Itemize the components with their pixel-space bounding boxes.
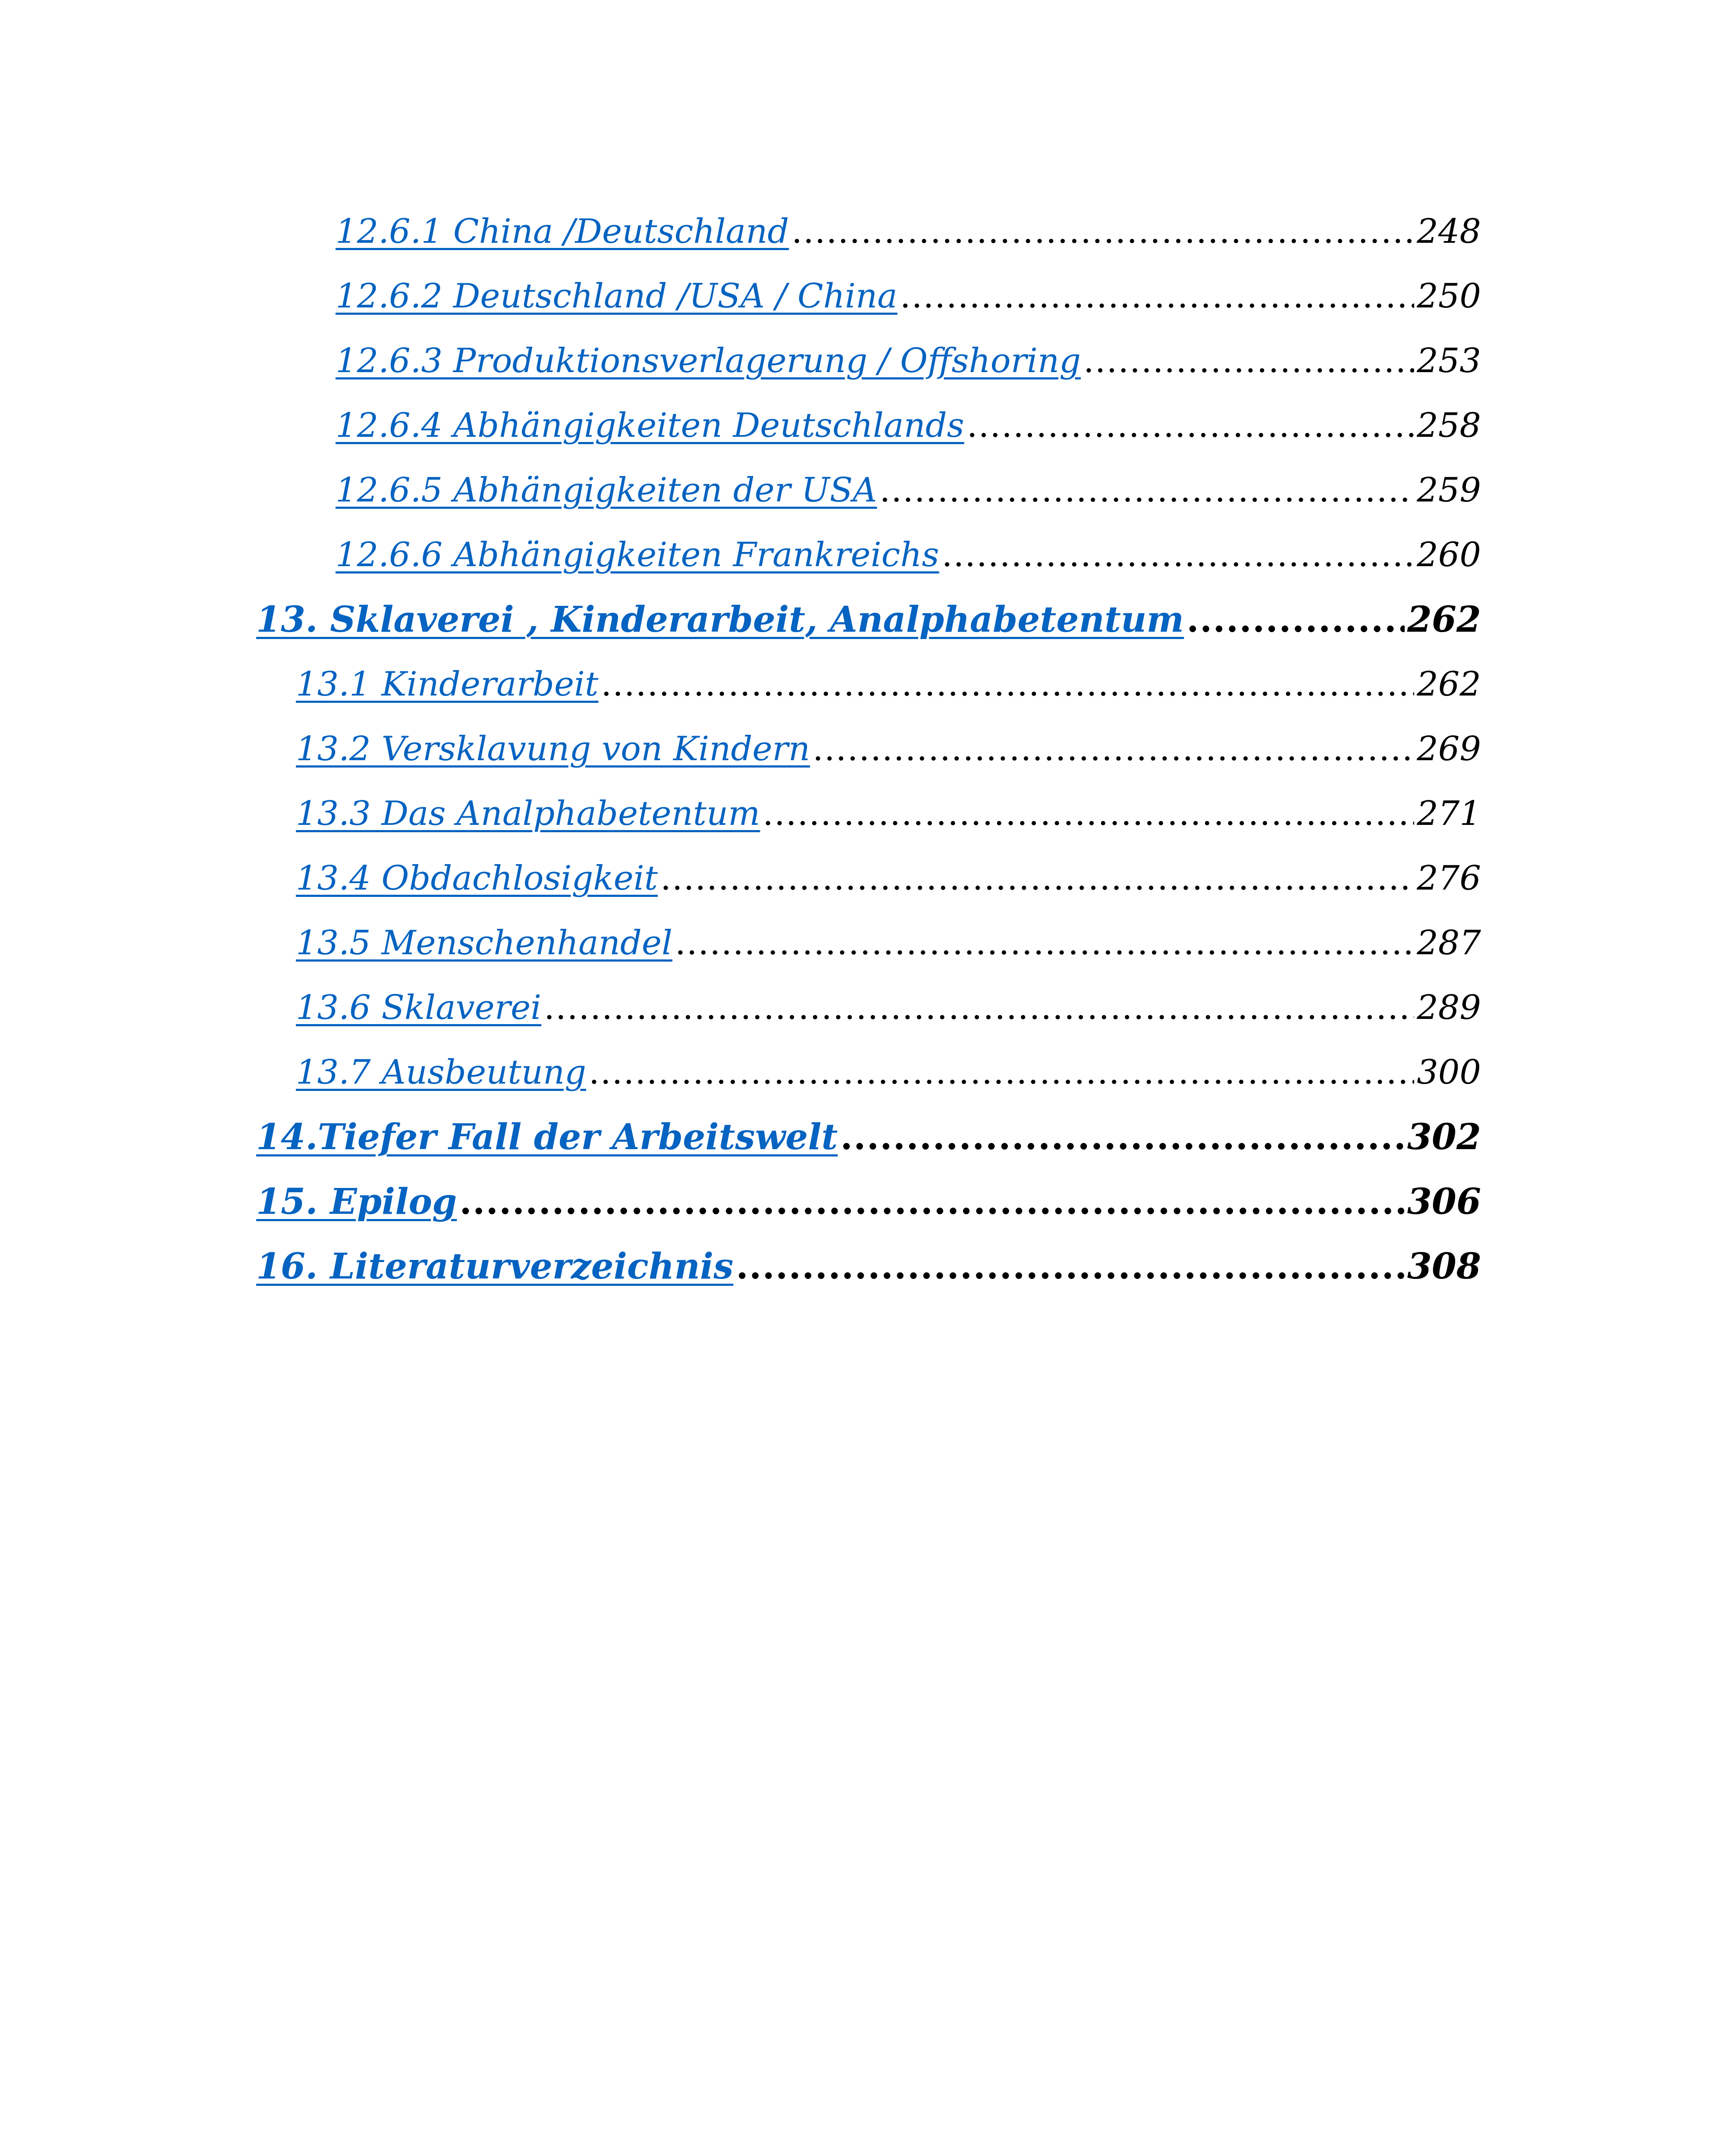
table-of-contents	[256, 199, 1481, 1299]
toc-leader-dots	[942, 523, 1415, 587]
toc-entry	[256, 652, 1481, 717]
toc-leader-dots	[675, 911, 1414, 975]
toc-leader-dots	[880, 458, 1415, 523]
toc-page-number: 259	[1417, 471, 1481, 510]
toc-entry-link[interactable]: 13.2 Versklavung von Kindern	[296, 730, 810, 768]
toc-page-number: 306	[1407, 1181, 1481, 1222]
toc-leader-dots	[840, 1105, 1404, 1169]
toc-leader-dots	[459, 1169, 1404, 1234]
toc-page-number: 262	[1417, 665, 1481, 704]
toc-leader-dots	[791, 199, 1414, 264]
toc-page-number: 258	[1417, 406, 1481, 445]
toc-entry-link[interactable]: 15. Epilog	[256, 1181, 457, 1222]
toc-page-number: 271	[1417, 794, 1481, 833]
toc-page-number: 276	[1417, 859, 1481, 898]
toc-entry	[256, 975, 1481, 1040]
toc-page-number: 250	[1417, 277, 1481, 316]
toc-leader-dots	[544, 975, 1414, 1040]
toc-entry	[256, 911, 1481, 975]
toc-leader-dots	[589, 1040, 1414, 1105]
toc-entry	[256, 199, 1481, 264]
toc-page-number: 300	[1417, 1053, 1481, 1092]
toc-chapter-entry	[256, 1169, 1481, 1234]
toc-entry-link[interactable]: 13. Sklaverei , Kinderarbeit, Analphabetentum	[256, 599, 1184, 640]
toc-entry-link[interactable]: 12.6.2 Deutschland /USA / China	[336, 277, 897, 316]
toc-page-number: 262	[1407, 599, 1481, 640]
toc-page-number: 287	[1417, 924, 1481, 962]
toc-leader-dots	[900, 264, 1414, 329]
toc-entry-link[interactable]: 12.6.3 Produktionsverlagerung / Offshoring	[336, 342, 1081, 380]
toc-entry-link[interactable]: 12.6.5 Abhängigkeiten der USA	[336, 471, 877, 510]
toc-entry	[256, 264, 1481, 329]
toc-leader-dots	[1083, 329, 1414, 393]
toc-chapter-entry	[256, 1105, 1481, 1169]
toc-leader-dots	[736, 1234, 1404, 1299]
toc-leader-dots	[967, 393, 1414, 458]
toc-entry-link[interactable]: 13.3 Das Analphabetentum	[296, 794, 760, 833]
toc-entry	[256, 781, 1481, 846]
toc-entry-link[interactable]: 14.Tiefer Fall der Arbeitswelt	[256, 1116, 838, 1158]
toc-entry	[256, 1040, 1481, 1105]
toc-page-number: 308	[1407, 1246, 1481, 1287]
toc-entry-link[interactable]: 13.7 Ausbeutung	[296, 1053, 587, 1092]
toc-page-number: 260	[1417, 536, 1481, 574]
toc-leader-dots	[660, 846, 1414, 911]
toc-entry	[256, 329, 1481, 393]
toc-entry	[256, 846, 1481, 911]
toc-leader-dots	[762, 781, 1414, 846]
toc-entry	[256, 717, 1481, 781]
toc-entry-link[interactable]: 13.5 Menschenhandel	[296, 924, 673, 962]
toc-leader-dots	[813, 717, 1414, 781]
toc-entry	[256, 458, 1481, 523]
toc-chapter-entry	[256, 587, 1481, 652]
toc-entry	[256, 393, 1481, 458]
toc-page-number: 289	[1417, 988, 1481, 1027]
toc-entry-link[interactable]: 12.6.4 Abhängigkeiten Deutschlands	[336, 406, 964, 445]
toc-page-number: 302	[1407, 1116, 1481, 1158]
toc-entry-link[interactable]: 13.1 Kinderarbeit	[296, 665, 599, 704]
toc-entry	[256, 523, 1481, 587]
toc-page-number: 253	[1417, 342, 1481, 380]
toc-entry-link[interactable]: 13.6 Sklaverei	[296, 988, 542, 1027]
toc-page-number: 248	[1417, 212, 1481, 251]
toc-page-number: 269	[1417, 730, 1481, 768]
toc-chapter-entry	[256, 1234, 1481, 1299]
toc-entry-link[interactable]: 12.6.1 China /Deutschland	[336, 212, 789, 251]
toc-entry-link[interactable]: 12.6.6 Abhängigkeiten Frankreichs	[336, 536, 939, 574]
toc-entry-link[interactable]: 13.4 Obdachlosigkeit	[296, 859, 658, 898]
toc-entry-link[interactable]: 16. Literaturverzeichnis	[256, 1246, 734, 1287]
toc-leader-dots	[1186, 587, 1405, 652]
toc-leader-dots	[601, 652, 1414, 717]
